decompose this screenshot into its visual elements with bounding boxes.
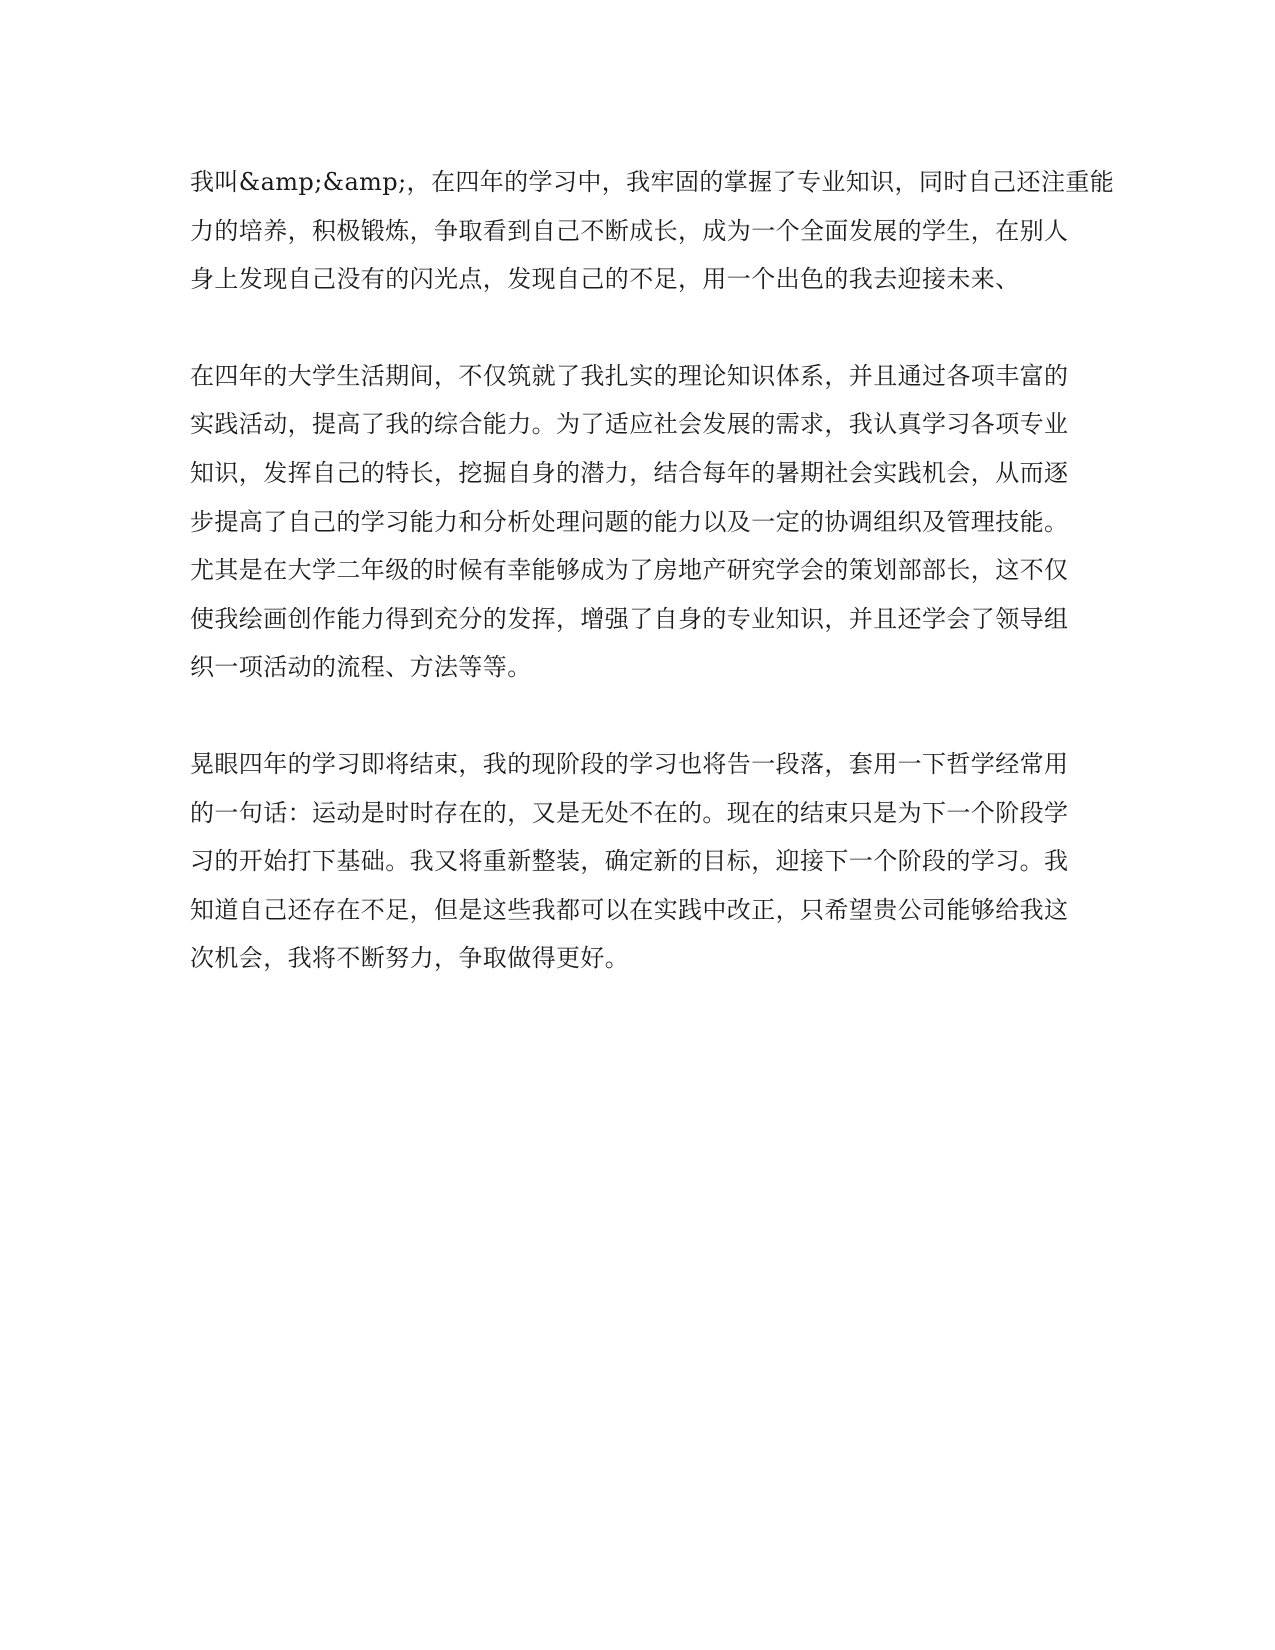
text-line: 知道自己还存在不足，但是这些我都可以在实践中改正，只希望贵公司能够给我这: [190, 895, 1069, 924]
text-line: 在四年的大学生活期间，不仅筑就了我扎实的理论知识体系，并且通过各项丰富的: [190, 361, 1069, 390]
text-line: 尤其是在大学二年级的时候有幸能够成为了房地产研究学会的策划部部长，这不仅: [190, 556, 1069, 585]
text-line: 我叫&amp;&amp;，在四年的学习中，我牢固的掌握了专业知识，同时自己还注重能: [190, 168, 1115, 196]
text-line: 织一项活动的流程、方法等等。: [190, 653, 532, 682]
text-line: 身上发现自己没有的闪光点，发现自己的不足，用一个出色的我去迎接未来、: [190, 265, 1020, 294]
paragraph-3: [190, 740, 1090, 983]
text-line: 次机会，我将不断努力，争取做得更好。: [190, 944, 630, 973]
document-body: [190, 158, 1115, 1031]
text-line: 晃眼四年的学习即将结束，我的现阶段的学习也将告一段落，套用一下哲学经常用: [190, 749, 1069, 778]
paragraph-2: [190, 352, 1090, 692]
text-line: 使我绘画创作能力得到充分的发挥，增强了自身的专业知识，并且还学会了领导组: [190, 604, 1069, 633]
text-line: 步提高了自己的学习能力和分析处理问题的能力以及一定的协调组织及管理技能。: [190, 507, 1069, 536]
text-line: 知识，发挥自己的特长，挖掘自身的潜力，结合每年的暑期社会实践机会，从而逐: [190, 458, 1069, 487]
paragraph-1: [190, 158, 1115, 304]
text-line: 力的培养，积极锻炼，争取看到自己不断成长，成为一个全面发展的学生，在别人: [190, 216, 1069, 245]
text-line: 习的开始打下基础。我又将重新整装，确定新的目标，迎接下一个阶段的学习。我: [190, 847, 1069, 876]
text-line: 的一句话：运动是时时存在的，又是无处不在的。现在的结束只是为下一个阶段学: [190, 798, 1069, 827]
text-line: 实践活动，提高了我的综合能力。为了适应社会发展的需求，我认真学习各项专业: [190, 410, 1069, 439]
